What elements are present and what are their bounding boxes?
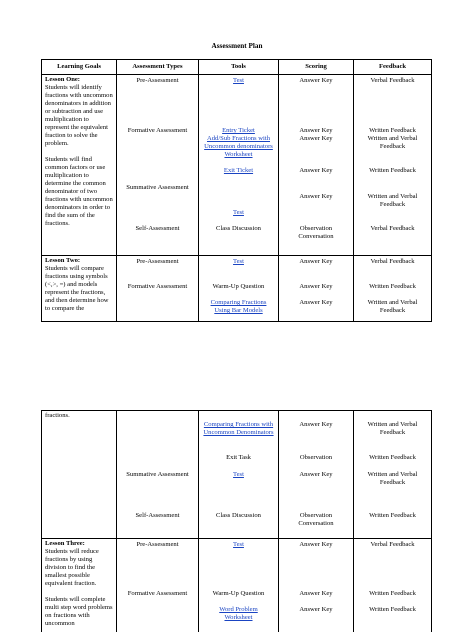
tool-entry-ticket-link[interactable]: Entry Ticket (222, 127, 255, 134)
type-formative-assessment: Formative Assessment (127, 590, 188, 597)
type-self-assessment: Self-Assessment (135, 225, 180, 232)
scoring-answer-key: Answer Key (299, 127, 333, 134)
header-feedback: Feedback (354, 60, 432, 75)
scoring-answer-key: Answer Key (299, 135, 333, 142)
feedback-written: Written Feedback (369, 127, 416, 134)
tool-add-sub-worksheet-link[interactable]: Add/Sub Fractions with Uncommon denominators Worksheet (204, 135, 273, 158)
feedback-written-verbal: Written and Verbal Feedback (367, 299, 418, 314)
assessment-plan-table (41, 59, 432, 322)
feedback-written-verbal: Written and Verbal Feedback (367, 421, 418, 436)
lesson-three-scoring (279, 539, 354, 632)
lesson-two-continued-row (42, 411, 432, 539)
lesson-three-tools (199, 539, 279, 632)
lesson-three-goal-1: Students will reduce fractions by using division to find the smallest possible equivalent fraction. (45, 548, 99, 587)
feedback-written-verbal: Written and Verbal Feedback (367, 193, 418, 208)
lesson-one-scoring (279, 75, 354, 256)
lesson-two-types-continued (117, 411, 199, 539)
scoring-answer-key: Answer Key (299, 606, 333, 613)
tool-class-discussion: Class Discussion (216, 512, 261, 519)
scoring-answer-key: Answer Key (299, 541, 333, 548)
lesson-two-goal: Students will compare fractions using symbols (<,>, =) and models represent the fractions, and then determine how to compare the (45, 265, 109, 312)
lesson-three-goal-2: Students will complete multi step word problems on fractions with uncommon (45, 596, 113, 627)
lesson-two-types (117, 256, 199, 322)
document-page-2 (0, 410, 474, 632)
type-formative-assessment: Formative Assessment (127, 283, 188, 290)
feedback-verbal: Verbal Feedback (370, 77, 415, 84)
feedback-written: Written Feedback (369, 283, 416, 290)
lesson-three-feedback (354, 539, 432, 632)
lesson-two-feedback-continued (354, 411, 432, 539)
feedback-verbal: Verbal Feedback (370, 258, 415, 265)
lesson-one-feedback (354, 75, 432, 256)
scoring-answer-key: Answer Key (299, 193, 333, 200)
type-self-assessment: Self-Assessment (135, 512, 180, 519)
feedback-written: Written Feedback (369, 167, 416, 174)
assessment-plan-table-continued (41, 410, 432, 632)
type-pre-assessment: Pre-Assessment (136, 258, 179, 265)
lesson-one-goal-2: Students will find common factors or use multiplication to determine the common denominator of two fractions with uncommon denominators in order to find the sum of the fractions. (45, 156, 113, 227)
feedback-written: Written Feedback (369, 512, 416, 519)
lesson-two-goals (42, 256, 117, 322)
type-formative-assessment: Formative Assessment (127, 127, 188, 134)
header-tools: Tools (199, 60, 279, 75)
lesson-three-types (117, 539, 199, 632)
tool-summative-test-link[interactable]: Test (233, 471, 244, 478)
type-pre-assessment: Pre-Assessment (136, 77, 179, 84)
tool-test-link[interactable]: Test (233, 77, 244, 84)
type-summative-assessment: Summative Assessment (126, 471, 189, 478)
lesson-two-row (42, 256, 432, 322)
feedback-verbal: Verbal Feedback (370, 225, 415, 232)
tool-word-problem-worksheet-link[interactable]: Word Problem Worksheet (219, 606, 258, 621)
tool-exit-ticket-link[interactable]: Exit Ticket (223, 167, 254, 174)
lesson-two-tools (199, 256, 279, 322)
lesson-one-goals (42, 75, 117, 256)
lesson-two-scoring-continued (279, 411, 354, 539)
tool-exit-task: Exit Task (226, 454, 251, 461)
feedback-written: Written Feedback (369, 606, 416, 613)
type-summative-assessment: Summative Assessment (126, 184, 189, 191)
tool-warm-up-question: Warm-Up Question (212, 590, 265, 597)
header-scoring: Scoring (279, 60, 354, 75)
lesson-one-types (117, 75, 199, 256)
scoring-observation-conversation: Observation Conversation (298, 225, 334, 240)
tool-test-link[interactable]: Test (233, 258, 244, 265)
lesson-two-goals-continued (42, 411, 117, 539)
type-pre-assessment: Pre-Assessment (136, 541, 179, 548)
lesson-three-row (42, 539, 432, 632)
tool-class-discussion: Class Discussion (216, 225, 261, 232)
tool-warm-up-question: Warm-Up Question (212, 283, 265, 290)
lesson-two-tools-continued (199, 411, 279, 539)
header-assessment-types: Assessment Types (117, 60, 199, 75)
scoring-answer-key: Answer Key (299, 590, 333, 597)
tool-test-link[interactable]: Test (233, 541, 244, 548)
lesson-two-scoring (279, 256, 354, 322)
scoring-answer-key: Answer Key (299, 299, 333, 306)
tool-comparing-uncommon-link[interactable]: Comparing Fractions with Uncommon Denominators (203, 421, 274, 436)
lesson-three-heading: Lesson Three: (45, 540, 85, 547)
tool-comparing-bar-models-link[interactable]: Comparing Fractions Using Bar Models (210, 299, 267, 314)
lesson-one-heading: Lesson One: (45, 76, 80, 83)
scoring-answer-key: Answer Key (299, 283, 333, 290)
scoring-observation-conversation: Observation Conversation (298, 512, 334, 527)
scoring-answer-key: Answer Key (299, 471, 333, 478)
lesson-two-feedback (354, 256, 432, 322)
feedback-verbal: Verbal Feedback (370, 541, 415, 548)
table-header-row (42, 60, 432, 75)
header-learning-goals: Learning Goals (42, 60, 117, 75)
scoring-answer-key: Answer Key (299, 421, 333, 428)
lesson-three-goals (42, 539, 117, 632)
lesson-two-goal-continued: fractions. (45, 412, 70, 419)
lesson-one-tools (199, 75, 279, 256)
lesson-two-heading: Lesson Two: (45, 257, 81, 264)
lesson-one-row (42, 75, 432, 256)
document-title: Assessment Plan (211, 42, 263, 50)
scoring-answer-key: Answer Key (299, 258, 333, 265)
lesson-one-goal-1: Students will identify fractions with uncommon denominators in addition or subtraction and use multiplication to represent the equivalent fraction to solve the problem. (45, 84, 113, 147)
feedback-written-verbal: Written and Verbal Feedback (367, 135, 418, 150)
feedback-written: Written Feedback (369, 454, 416, 461)
tool-summative-test-link[interactable]: Test (233, 209, 244, 216)
scoring-answer-key: Answer Key (299, 77, 333, 84)
feedback-written: Written Feedback (369, 590, 416, 597)
page-break (0, 372, 474, 410)
feedback-written-verbal: Written and Verbal Feedback (367, 471, 418, 486)
scoring-observation: Observation (299, 454, 333, 461)
scoring-answer-key: Answer Key (299, 167, 333, 174)
